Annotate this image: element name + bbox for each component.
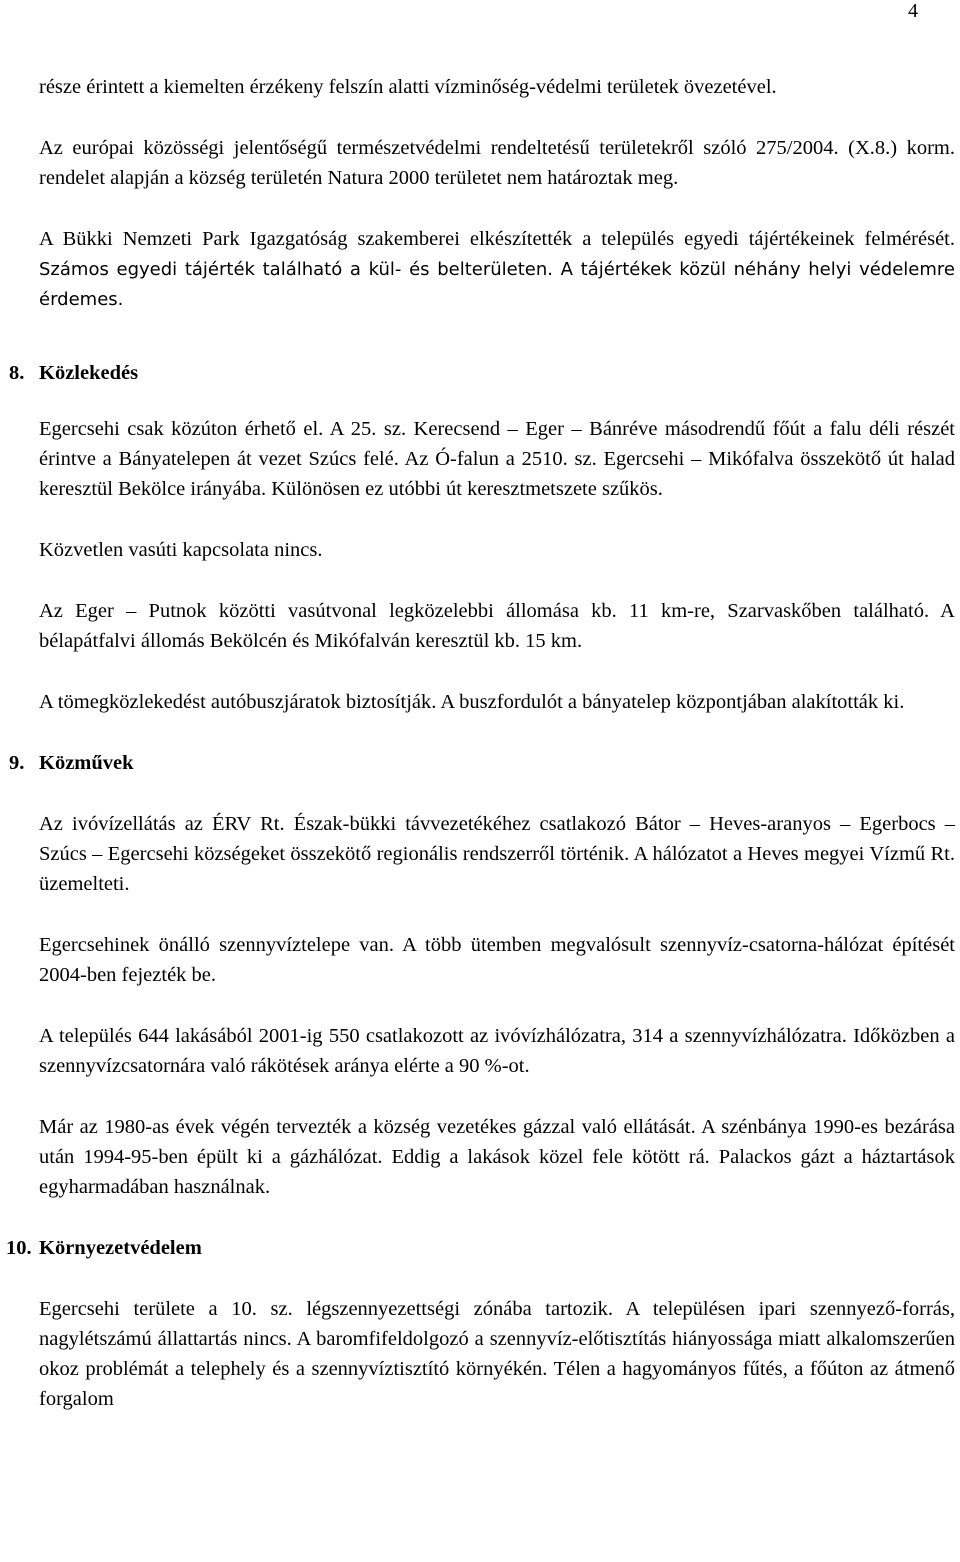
landscape-values-text: Számos egyedi tájérték található a kül- és belterületen. A tájértékek közül néhány helyi védelemre érdemes. xyxy=(39,259,955,310)
paragraph-water-supply: Az ivóvízellátás az ÉRV Rt. Észak-bükki távvezetékéhez csatlakozó Bátor – Heves-aranyos – Egerbocs – Szúcs – Egercsehi községeket összekötő regionális rendszerről történik. A hálózatot a Heves megyei Vízmű Rt. üzemelteti. xyxy=(39,813,955,895)
section-heading-environment xyxy=(6,1233,955,1263)
section-heading-utilities xyxy=(9,748,955,778)
paragraph-road-access: Egercsehi csak közúton érhető el. A 25. sz. Kerecsend – Eger – Bánréve másodrendű főút a falu déli részét érintve a Bányatelepen át vezet Szúcs felé. Az Ó-falun a 2510. sz. Egercsehi – Mikófalva összekötő út halad keresztül Bekölce irányába. Különösen ez utóbbi út keresztmetszete szűkös. xyxy=(39,418,955,500)
paragraph-nearest-station: Az Eger – Putnok közötti vasútvonal legközelebbi állomása kb. 11 km-re, Szarvaskőben található. A bélapátfalvi állomás Bekölcén és Mikófalván keresztül kb. 15 km. xyxy=(39,600,955,652)
paragraph-public-transport: A tömegközlekedést autóbuszjáratok biztosítják. A buszfordulót a bányatelep központjában alakították ki. xyxy=(39,691,905,713)
paragraph-gas-network: Már az 1980-as évek végén tervezték a község vezetékes gázzal való ellátását. A szénbánya 1990-es bezárása után 1994-95-ben épült ki a gázhálózat. Eddig a lakások közel fele kötött rá. Palackos gázt a háztartások egyharmadában használnak. xyxy=(39,1116,955,1198)
page-content xyxy=(6,72,955,1414)
section-number: 9. xyxy=(9,752,25,774)
section-title: Közművek xyxy=(39,752,134,774)
section-number: 8. xyxy=(9,362,25,384)
section-heading-transport xyxy=(9,358,955,388)
section-title: Környezetvédelem xyxy=(39,1237,202,1259)
paragraph-sewage-plant: Egercsehinek önálló szennyvíztelepe van. A több ütemben megvalósult szennyvíz-csatorna-hálózat építését 2004-ben fejezték be. xyxy=(39,934,955,986)
paragraph-groundwater-protection: része érintett a kiemelten érzékeny felszín alatti vízminőség-védelmi területek övezetével. xyxy=(39,76,777,98)
paragraph-rail-connection: Közvetlen vasúti kapcsolata nincs. xyxy=(39,539,323,561)
paragraph-connection-rates: A település 644 lakásából 2001-ig 550 csatlakozott az ivóvízhálózatra, 314 a szennyvízhálózatra. Időközben a szennyvízcsatornára való rákötések aránya elérte a 90 %-ot. xyxy=(39,1025,955,1077)
page-number: 4 xyxy=(908,0,918,22)
paragraph-air-quality: Egercsehi területe a 10. sz. légszennyezettségi zónába tartozik. A településen ipari szennyező-forrás, nagylétszámú állattartás nincs. A baromfifeldolgozó a szennyvíz-előtisztítás hiányossága miatt alkalomszerűen okoz problémát a telephely és a szennyvíztisztító környékén. Télen a hagyományos fűtés, a főúton az átmenő forgalom xyxy=(39,1298,955,1410)
section-title: Közlekedés xyxy=(39,362,139,384)
landscape-survey-text: A Bükki Nemzeti Park Igazgatóság szakemberei elkészítették a település egyedi tájértékeinek felmérését. xyxy=(39,228,955,250)
section-number: 10. xyxy=(6,1237,32,1259)
paragraph-natura-2000: Az európai közösségi jelentőségű természetvédelmi rendeltetésű területekről szóló 275/2004. (X.8.) korm. rendelet alapján a község területén Natura 2000 területet nem határoztak meg. xyxy=(39,137,955,189)
paragraph-landscape-values xyxy=(39,224,955,315)
